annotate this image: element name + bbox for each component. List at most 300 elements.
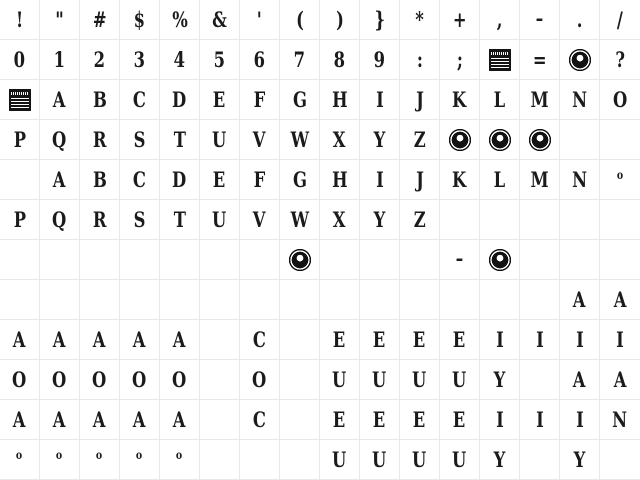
glyph-B[interactable] <box>80 80 120 120</box>
glyph-Aring[interactable] <box>120 320 160 360</box>
glyph-yacute[interactable] <box>480 440 520 480</box>
glyph-empty[interactable] <box>200 440 240 480</box>
glyph-u-mark: U <box>212 207 227 232</box>
glyph-hyphen[interactable] <box>520 0 560 40</box>
glyph-ornament-square-less[interactable] <box>480 40 520 80</box>
glyph-two-mark: 2 <box>93 47 106 72</box>
glyph-ornament-medallion-greater[interactable] <box>560 40 600 80</box>
glyph-q[interactable] <box>40 200 80 240</box>
glyph-ccedilla[interactable] <box>240 400 280 440</box>
glyph-parenleft[interactable] <box>280 0 320 40</box>
glyph-R[interactable] <box>80 120 120 160</box>
glyph-agrave[interactable] <box>560 360 600 400</box>
glyph-empty[interactable] <box>240 440 280 480</box>
glyph-h[interactable] <box>320 160 360 200</box>
empty-cell <box>360 280 399 319</box>
glyph-empty[interactable] <box>80 240 120 280</box>
glyph-Ucircumflex[interactable] <box>400 360 440 400</box>
glyph-G[interactable] <box>280 80 320 120</box>
glyph-ornament-medallion-bracketleft[interactable] <box>440 120 480 160</box>
glyph-equal[interactable] <box>520 40 560 80</box>
glyph-i-mark: I <box>375 167 384 192</box>
glyph-d-mark: D <box>172 167 187 192</box>
empty-cell <box>440 280 479 319</box>
glyph-slash-mark: / <box>617 7 623 32</box>
glyph-n-mark: N <box>572 167 587 192</box>
glyph-P[interactable] <box>0 120 40 160</box>
glyph-ydieresis[interactable] <box>560 440 600 480</box>
glyph-Egrave[interactable] <box>320 320 360 360</box>
glyph-empty[interactable] <box>40 240 80 280</box>
empty-cell <box>200 400 239 439</box>
glyph-ornament-medallion-backslash[interactable] <box>480 120 520 160</box>
empty-cell <box>480 280 519 319</box>
glyph-Ograve-mark: O <box>12 367 27 392</box>
glyph-u[interactable] <box>200 200 240 240</box>
glyph-H[interactable] <box>320 80 360 120</box>
glyph-Otilde[interactable] <box>120 360 160 400</box>
medallion-ornament-icon <box>448 128 472 152</box>
empty-cell <box>240 240 279 279</box>
glyph-I[interactable] <box>360 80 400 120</box>
glyph-otilde-ordinal[interactable] <box>120 440 160 480</box>
glyph-V[interactable] <box>240 120 280 160</box>
glyph-O-mark: O <box>612 87 628 112</box>
glyph-empty[interactable] <box>600 120 640 160</box>
glyph-empty[interactable] <box>600 200 640 240</box>
empty-cell <box>160 240 199 279</box>
glyph-empty[interactable] <box>440 200 480 240</box>
glyph-p[interactable] <box>0 200 40 240</box>
glyph-Edieresis-mark: E <box>453 327 466 352</box>
glyph-f-mark: F <box>253 167 266 192</box>
glyph-numbersign-mark: # <box>92 7 107 32</box>
glyph-r-mark: R <box>92 207 107 232</box>
glyph-Yacute[interactable] <box>480 360 520 400</box>
glyph-Idieresis-mark: I <box>616 327 624 352</box>
glyph-colon[interactable] <box>400 40 440 80</box>
empty-cell <box>120 280 159 319</box>
glyph-Ocircumflex[interactable] <box>80 360 120 400</box>
empty-cell <box>280 360 319 399</box>
square-badge-ornament-icon <box>489 49 511 71</box>
glyph-oacute-ordinal-mark: o <box>56 447 63 462</box>
empty-cell <box>200 440 239 479</box>
glyph-empty[interactable] <box>480 280 520 320</box>
glyph-empty[interactable] <box>40 280 80 320</box>
glyph-C[interactable] <box>120 80 160 120</box>
glyph-Udieresis[interactable] <box>440 360 480 400</box>
glyph-O[interactable] <box>600 80 640 120</box>
glyph-x-mark: X <box>333 207 346 232</box>
glyph-question-mark: ? <box>615 47 625 72</box>
glyph-empty[interactable] <box>360 280 400 320</box>
glyph-yacute-mark: Y <box>493 447 506 472</box>
glyph-Idieresis[interactable] <box>600 320 640 360</box>
glyph-eacute-mark: E <box>373 407 386 432</box>
glyph-l[interactable] <box>480 160 520 200</box>
glyph-Odieresis[interactable] <box>160 360 200 400</box>
glyph-empty[interactable] <box>120 280 160 320</box>
glyph-W[interactable] <box>280 120 320 160</box>
glyph-S[interactable] <box>120 120 160 160</box>
glyph-Icircumflex[interactable] <box>560 320 600 360</box>
glyph-empty[interactable] <box>400 280 440 320</box>
glyph-c[interactable] <box>120 160 160 200</box>
glyph-z[interactable] <box>400 200 440 240</box>
glyph-Agrave[interactable] <box>560 280 600 320</box>
glyph-ucircumflex[interactable] <box>400 440 440 480</box>
glyph-empty[interactable] <box>600 240 640 280</box>
glyph-e[interactable] <box>200 160 240 200</box>
glyph-w[interactable] <box>280 200 320 240</box>
glyph-empty[interactable] <box>520 200 560 240</box>
glyph-empty[interactable] <box>520 280 560 320</box>
glyph-empty[interactable] <box>80 280 120 320</box>
glyph-d[interactable] <box>160 160 200 200</box>
glyph-three[interactable] <box>120 40 160 80</box>
glyph-ornament-medallion-registered[interactable] <box>480 240 520 280</box>
glyph-G-mark: G <box>292 87 307 112</box>
glyph-empty[interactable] <box>600 440 640 480</box>
glyph-ntilde-mark: N <box>612 407 628 432</box>
glyph-empty[interactable] <box>320 280 360 320</box>
glyph-Y-mark: Y <box>373 127 386 152</box>
glyph-Ecircumflex-mark: E <box>413 327 426 352</box>
glyph-numbersign[interactable] <box>80 0 120 40</box>
glyph-Iacute[interactable] <box>520 320 560 360</box>
glyph-nine-mark: 9 <box>373 47 386 72</box>
glyph-U-mark: U <box>212 127 227 152</box>
glyph-empty[interactable] <box>200 320 240 360</box>
glyph-uacute[interactable] <box>360 440 400 480</box>
glyph-empty[interactable] <box>440 280 480 320</box>
glyph-K[interactable] <box>440 80 480 120</box>
glyph-N[interactable] <box>560 80 600 120</box>
glyph-ornament-medallion-copyright[interactable] <box>280 240 320 280</box>
glyph-Egrave-mark: E <box>333 327 346 352</box>
glyph-acircumflex[interactable] <box>0 400 40 440</box>
empty-cell <box>200 240 239 279</box>
glyph-parenright[interactable] <box>320 0 360 40</box>
glyph-question[interactable] <box>600 40 640 80</box>
glyph-plus[interactable] <box>440 0 480 40</box>
glyph-empty[interactable] <box>280 440 320 480</box>
glyph-iacute[interactable] <box>520 400 560 440</box>
glyph-udieresis-mark: U <box>452 447 467 472</box>
glyph-D-mark: D <box>172 87 187 112</box>
empty-cell <box>320 240 359 279</box>
glyph-quotedbl[interactable] <box>40 0 80 40</box>
glyph-B-mark: B <box>92 87 107 112</box>
glyph-empty[interactable] <box>280 360 320 400</box>
glyph-S-mark: S <box>133 127 146 152</box>
glyph-Ograve[interactable] <box>0 360 40 400</box>
glyph-Ecircumflex[interactable] <box>400 320 440 360</box>
glyph-braceright[interactable] <box>360 0 400 40</box>
glyph-softhyphen-mark: - <box>455 248 464 270</box>
glyph-Acircumflex[interactable] <box>0 320 40 360</box>
glyph-empty[interactable] <box>200 360 240 400</box>
glyph-ugrave[interactable] <box>320 440 360 480</box>
glyph-j[interactable] <box>400 160 440 200</box>
glyph-seven-mark: 7 <box>293 47 306 72</box>
glyph-n[interactable] <box>560 160 600 200</box>
glyph-asterisk[interactable] <box>400 0 440 40</box>
square-badge-ornament-icon <box>9 89 31 111</box>
glyph-k-mark: K <box>452 167 467 192</box>
glyph-Q[interactable] <box>40 120 80 160</box>
glyph-N-mark: N <box>572 87 587 112</box>
glyph-r[interactable] <box>80 200 120 240</box>
glyph-Oslash-mark: O <box>252 367 267 392</box>
medallion-ornament-icon <box>488 248 512 272</box>
glyph-Igrave[interactable] <box>480 320 520 360</box>
glyph-udieresis[interactable] <box>440 440 480 480</box>
glyph-period-mark: . <box>576 7 583 32</box>
glyph-empty[interactable] <box>560 200 600 240</box>
glyph-L-mark: L <box>493 87 506 112</box>
glyph-Atilde[interactable] <box>40 320 80 360</box>
glyph-empty[interactable] <box>200 280 240 320</box>
glyph-egrave-mark: E <box>333 407 346 432</box>
glyph-h-mark: H <box>331 167 348 192</box>
glyph-eight[interactable] <box>320 40 360 80</box>
glyph-ydieresis-mark: Y <box>573 447 586 472</box>
glyph-f[interactable] <box>240 160 280 200</box>
glyph-M[interactable] <box>520 80 560 120</box>
glyph-nine[interactable] <box>360 40 400 80</box>
glyph-A[interactable] <box>40 80 80 120</box>
glyph-Oacute-mark: O <box>52 367 67 392</box>
glyph-v[interactable] <box>240 200 280 240</box>
glyph-t-mark: T <box>173 207 186 232</box>
glyph-t[interactable] <box>160 200 200 240</box>
glyph-Eacute[interactable] <box>360 320 400 360</box>
glyph-empty[interactable] <box>120 240 160 280</box>
glyph-i[interactable] <box>360 160 400 200</box>
glyph-edieresis[interactable] <box>440 400 480 440</box>
glyph-D[interactable] <box>160 80 200 120</box>
glyph-oacute-ordinal[interactable] <box>40 440 80 480</box>
glyph-Uacute[interactable] <box>360 360 400 400</box>
glyph-empty[interactable] <box>520 240 560 280</box>
glyph-L[interactable] <box>480 80 520 120</box>
glyph-empty[interactable] <box>560 120 600 160</box>
glyph-igrave[interactable] <box>480 400 520 440</box>
glyph-Z[interactable] <box>400 120 440 160</box>
empty-cell <box>80 240 119 279</box>
glyph-empty[interactable] <box>560 240 600 280</box>
empty-cell <box>440 200 479 239</box>
empty-cell <box>0 280 39 319</box>
glyph-empty[interactable] <box>160 240 200 280</box>
glyph-adieresis[interactable] <box>80 400 120 440</box>
glyph-empty[interactable] <box>200 400 240 440</box>
glyph-atilde[interactable] <box>40 400 80 440</box>
glyph-Agrave-mark: A <box>573 287 586 312</box>
glyph-hyphen-mark: - <box>535 8 544 30</box>
glyph-o-ordinal[interactable] <box>600 160 640 200</box>
glyph-aacute[interactable] <box>600 360 640 400</box>
glyph-six[interactable] <box>240 40 280 80</box>
glyph-five-mark: 5 <box>213 47 226 72</box>
glyph-empty[interactable] <box>160 280 200 320</box>
glyph-softhyphen[interactable] <box>440 240 480 280</box>
glyph-quotesingle-mark: ' <box>256 7 263 32</box>
glyph-ampersand-mark: & <box>212 7 227 32</box>
glyph-empty[interactable] <box>0 280 40 320</box>
glyph-s[interactable] <box>120 200 160 240</box>
glyph-Adieresis[interactable] <box>80 320 120 360</box>
empty-cell <box>360 240 399 279</box>
glyph-empty[interactable] <box>400 240 440 280</box>
glyph-Oacute[interactable] <box>40 360 80 400</box>
glyph-parenleft-mark: ( <box>295 7 304 32</box>
glyph-asterisk-mark: * <box>415 7 424 32</box>
empty-cell <box>560 200 599 239</box>
glyph-s-mark: S <box>133 207 146 232</box>
glyph-ampersand[interactable] <box>200 0 240 40</box>
glyph-Ccedilla[interactable] <box>240 320 280 360</box>
glyph-k[interactable] <box>440 160 480 200</box>
empty-cell <box>0 160 39 199</box>
glyph-ograve-ordinal[interactable] <box>0 440 40 480</box>
glyph-g[interactable] <box>280 160 320 200</box>
glyph-F[interactable] <box>240 80 280 120</box>
glyph-J-mark: J <box>415 87 424 112</box>
glyph-empty[interactable] <box>520 360 560 400</box>
glyph-ecircumflex[interactable] <box>400 400 440 440</box>
glyph-seven[interactable] <box>280 40 320 80</box>
glyph-percent-mark: % <box>171 7 188 32</box>
glyph-j-mark: J <box>415 167 424 192</box>
glyph-acircumflex-mark: A <box>13 407 26 432</box>
glyph-x[interactable] <box>320 200 360 240</box>
glyph-odieresis-ordinal[interactable] <box>160 440 200 480</box>
glyph-U[interactable] <box>200 120 240 160</box>
glyph-aring[interactable] <box>120 400 160 440</box>
glyph-empty[interactable] <box>240 240 280 280</box>
glyph-empty[interactable] <box>360 240 400 280</box>
glyph-ocircumflex-ordinal[interactable] <box>80 440 120 480</box>
glyph-semicolon[interactable] <box>440 40 480 80</box>
glyph-Aring-mark: A <box>133 327 146 352</box>
glyph-g-mark: G <box>292 167 307 192</box>
glyph-empty[interactable] <box>240 280 280 320</box>
glyph-dollar[interactable] <box>120 0 160 40</box>
glyph-empty[interactable] <box>280 320 320 360</box>
glyph-empty[interactable] <box>280 400 320 440</box>
medallion-ornament-icon <box>568 48 592 72</box>
glyph-four-mark: 4 <box>173 47 186 72</box>
glyph-ornament-square-at[interactable] <box>0 80 40 120</box>
glyph-empty[interactable] <box>0 240 40 280</box>
glyph-comma[interactable] <box>480 0 520 40</box>
glyph-empty[interactable] <box>200 240 240 280</box>
empty-cell <box>600 200 640 239</box>
glyph-egrave[interactable] <box>320 400 360 440</box>
glyph-five[interactable] <box>200 40 240 80</box>
glyph-percent[interactable] <box>160 0 200 40</box>
glyph-quotedbl-mark: " <box>55 7 64 32</box>
empty-cell <box>400 280 439 319</box>
glyph-E[interactable] <box>200 80 240 120</box>
glyph-uacute-mark: U <box>372 447 387 472</box>
empty-cell <box>600 240 640 279</box>
glyph-odieresis-ordinal-mark: o <box>176 447 183 462</box>
glyph-Icircumflex-mark: I <box>575 327 584 352</box>
glyph-Aacute[interactable] <box>600 280 640 320</box>
glyph-ae[interactable] <box>160 400 200 440</box>
glyph-empty[interactable] <box>480 200 520 240</box>
glyph-empty[interactable] <box>0 160 40 200</box>
glyph-Edieresis[interactable] <box>440 320 480 360</box>
glyph-Acircumflex-mark: A <box>13 327 26 352</box>
glyph-C-mark: C <box>132 87 147 112</box>
glyph-one[interactable] <box>40 40 80 80</box>
glyph-b[interactable] <box>80 160 120 200</box>
glyph-H-mark: H <box>331 87 348 112</box>
glyph-Y[interactable] <box>360 120 400 160</box>
glyph-igrave-mark: I <box>495 407 504 432</box>
glyph-slash[interactable] <box>600 0 640 40</box>
glyph-J[interactable] <box>400 80 440 120</box>
glyph-Uacute-mark: U <box>372 367 387 392</box>
glyph-Ocircumflex-mark: O <box>92 367 107 392</box>
glyph-Udieresis-mark: U <box>452 367 467 392</box>
glyph-Ugrave[interactable] <box>320 360 360 400</box>
empty-cell <box>160 280 199 319</box>
glyph-q-mark: Q <box>52 207 67 232</box>
glyph-F-mark: F <box>253 87 266 112</box>
glyph-zero[interactable] <box>0 40 40 80</box>
glyph-m[interactable] <box>520 160 560 200</box>
glyph-e-mark: E <box>213 167 226 192</box>
glyph-X[interactable] <box>320 120 360 160</box>
glyph-Eacute-mark: E <box>373 327 386 352</box>
medallion-ornament-icon <box>528 128 552 152</box>
glyph-c-mark: C <box>132 167 147 192</box>
glyph-otilde-ordinal-mark: o <box>136 447 143 462</box>
glyph-empty[interactable] <box>520 440 560 480</box>
empty-cell <box>200 360 239 399</box>
glyph-Otilde-mark: O <box>132 367 147 392</box>
glyph-ntilde[interactable] <box>600 400 640 440</box>
glyph-agrave-mark: A <box>573 367 586 392</box>
glyph-three-mark: 3 <box>133 47 146 72</box>
glyph-quotesingle[interactable] <box>240 0 280 40</box>
glyph-four[interactable] <box>160 40 200 80</box>
glyph-two[interactable] <box>80 40 120 80</box>
glyph-a-mark: A <box>53 167 66 192</box>
empty-cell <box>400 240 439 279</box>
glyph-empty[interactable] <box>280 280 320 320</box>
glyph-exclam[interactable] <box>0 0 40 40</box>
glyph-T[interactable] <box>160 120 200 160</box>
glyph-V-mark: V <box>253 127 266 152</box>
glyph-y[interactable] <box>360 200 400 240</box>
glyph-AE[interactable] <box>160 320 200 360</box>
empty-cell <box>40 240 79 279</box>
glyph-a[interactable] <box>40 160 80 200</box>
glyph-eacute[interactable] <box>360 400 400 440</box>
glyph-Oslash[interactable] <box>240 360 280 400</box>
glyph-ornament-medallion-bracketright[interactable] <box>520 120 560 160</box>
glyph-period[interactable] <box>560 0 600 40</box>
glyph-empty[interactable] <box>320 240 360 280</box>
glyph-icircumflex[interactable] <box>560 400 600 440</box>
